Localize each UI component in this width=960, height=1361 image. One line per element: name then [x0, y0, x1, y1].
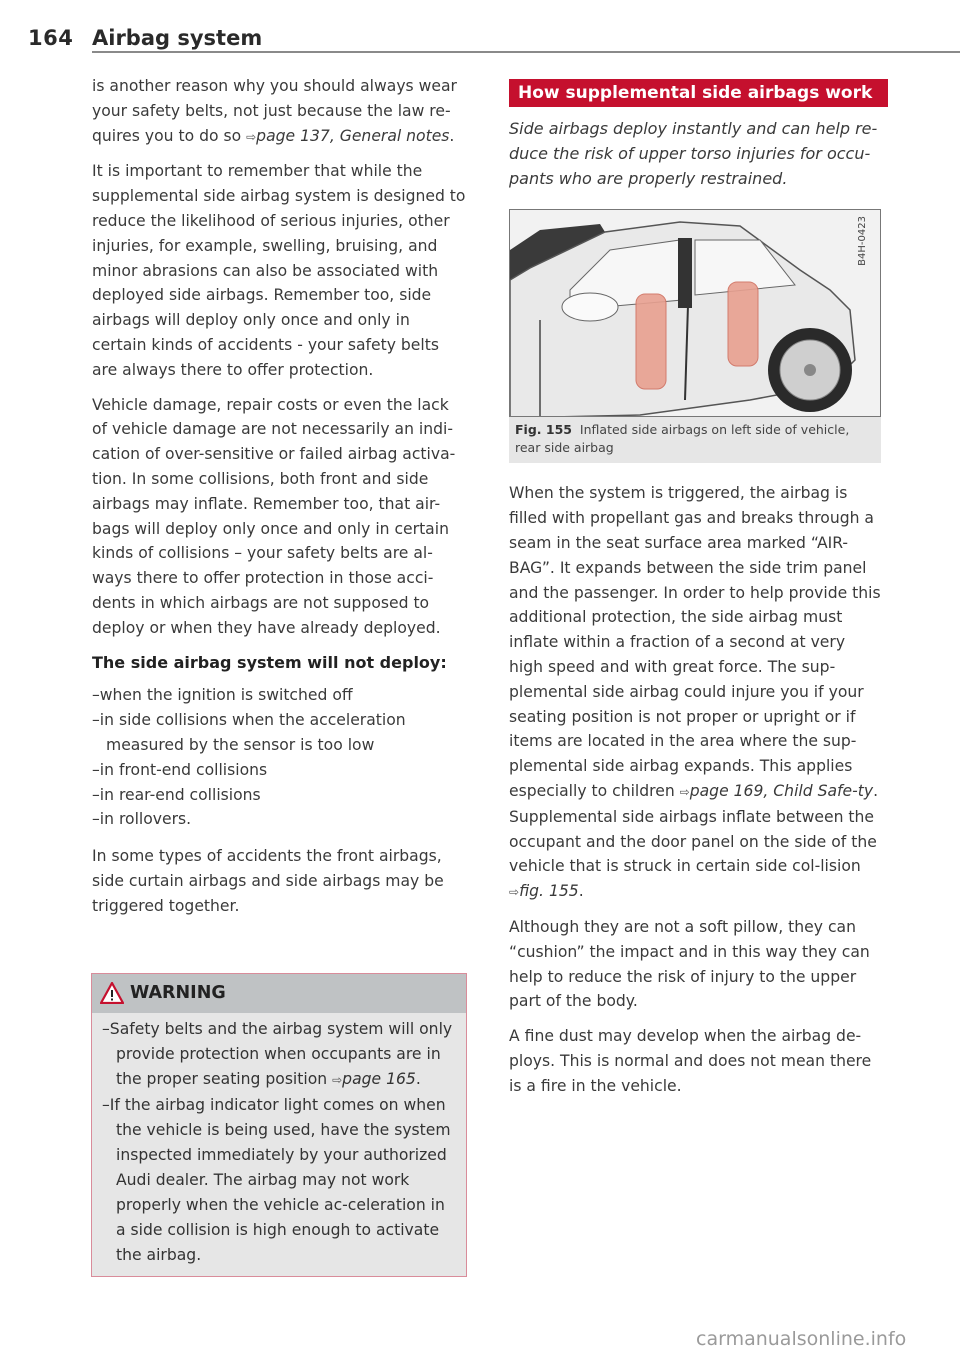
- paragraph: is another reason why you should always wear your safety belts, not just because the law re-quires you to do so ⇨page 137, General notes.: [92, 77, 457, 145]
- list-item: – in rollovers.: [92, 807, 467, 832]
- header-rule: [92, 51, 960, 53]
- cross-reference-link[interactable]: page 137, General notes: [256, 126, 450, 145]
- arrow-icon: ⇨: [509, 885, 520, 900]
- arrow-icon: ⇨: [246, 129, 257, 144]
- right-column: [509, 79, 881, 1109]
- figure-reference-link[interactable]: fig. 155: [519, 882, 579, 901]
- paragraph: Vehicle damage, repair costs or even the lack of vehicle damage are not necessarily an indi-cation of over-sensitive or failed airbag activa-tion. In some collisions, both front and side airbags may inflate. Remember too, that air-bags will deploy only once and only in certain kinds of collisions – your safety belts are al-ways there to offer protection in those acci-dents in which airbags are not supposed to deploy or when they have already deployed.: [92, 395, 456, 637]
- car-side-icon: [510, 210, 881, 417]
- paragraph: It is important to remember that while the supplemental side airbag system is designed to reduce the likelihood of serious injuries, other injuries, for example, swelling, bruising, and minor abrasions can also be associated with deployed side airbags. Remember too, side airbags will deploy only once and only in certain kinds of accidents - your safety belts are always there to offer protection.: [92, 162, 466, 379]
- warning-item: – Safety belts and the airbag system will only provide protection when occupants are in the proper seating position ⇨page 165.: [102, 1017, 456, 1093]
- subheading: The side airbag system will not deploy:: [92, 652, 447, 672]
- figure-code: B4H-0423: [857, 216, 869, 267]
- arrow-icon: ⇨: [679, 784, 690, 799]
- car-airbag-illustration: [509, 209, 881, 417]
- arrow-icon: ⇨: [332, 1073, 343, 1087]
- warning-box: [91, 973, 467, 1277]
- warning-triangle-icon: [100, 982, 124, 1008]
- left-column: [92, 74, 467, 929]
- section-lead: Side airbags deploy instantly and can help re-duce the risk of upper torso injuries for occu-pants who are properly restrained.: [509, 119, 878, 188]
- cross-reference-link[interactable]: page 169, Child Safe-ty: [689, 781, 874, 800]
- warning-header: [92, 974, 466, 1013]
- watermark: carmanualsonline.info: [696, 1328, 907, 1350]
- paragraph: A fine dust may develop when the airbag de-ploys. This is normal and does not mean there is a fire in the vehicle.: [509, 1027, 872, 1095]
- chapter-title: Airbag system: [92, 26, 263, 50]
- list-item: – when the ignition is switched off: [92, 683, 467, 708]
- list-item: – in rear-end collisions: [92, 783, 467, 808]
- section-title: How supplemental side airbags work: [509, 79, 888, 107]
- warning-label: WARNING: [130, 983, 226, 1003]
- warning-item: – If the airbag indicator light comes on when the vehicle is being used, have the system inspected immediately by your authorized Audi dealer. The airbag may not work properly when the vehicle ac-celeration in a side collision is high enough to activate the airbag.: [102, 1093, 456, 1268]
- figure-caption: Fig. 155 Inflated side airbags on left side of vehicle, rear side airbag: [515, 422, 850, 456]
- cross-reference-link[interactable]: page 165: [342, 1070, 416, 1088]
- paragraph: Although they are not a soft pillow, they can “cushion” the impact and in this way they can help to reduce the risk of injury to the upper part of the body.: [509, 917, 870, 1011]
- paragraph: In some types of accidents the front airbags, side curtain airbags and side airbags may be triggered together.: [92, 847, 444, 915]
- page-number: 164: [28, 26, 74, 50]
- list-item: – in front-end collisions: [92, 758, 467, 783]
- list-item: – in side collisions when the acceleration measured by the sensor is too low: [92, 708, 467, 758]
- figure-label: Fig. 155: [515, 422, 572, 438]
- figure: [509, 209, 881, 463]
- no-deploy-list: [92, 683, 467, 832]
- paragraph: When the system is triggered, the airbag is filled with propellant gas and breaks through a seam in the seat surface area marked “AIR-BAG”. It expands between the side trim panel and the passenger. In order to help provide this additional protection, the side airbag must inflate within a fraction of a second at very high speed and with great force. The sup-plemental side airbag could injure you if your seating position is not proper or upright or if items are located in the area where the sup-plemental side airbag expands. This applies especially to children ⇨page 169, Child Safe-ty. Supplemental side airbags inflate between the occupant and the door panel on the side of the vehicle that is struck in certain side col-lision ⇨fig. 155.: [509, 484, 881, 901]
- warning-body: [92, 1013, 466, 1276]
